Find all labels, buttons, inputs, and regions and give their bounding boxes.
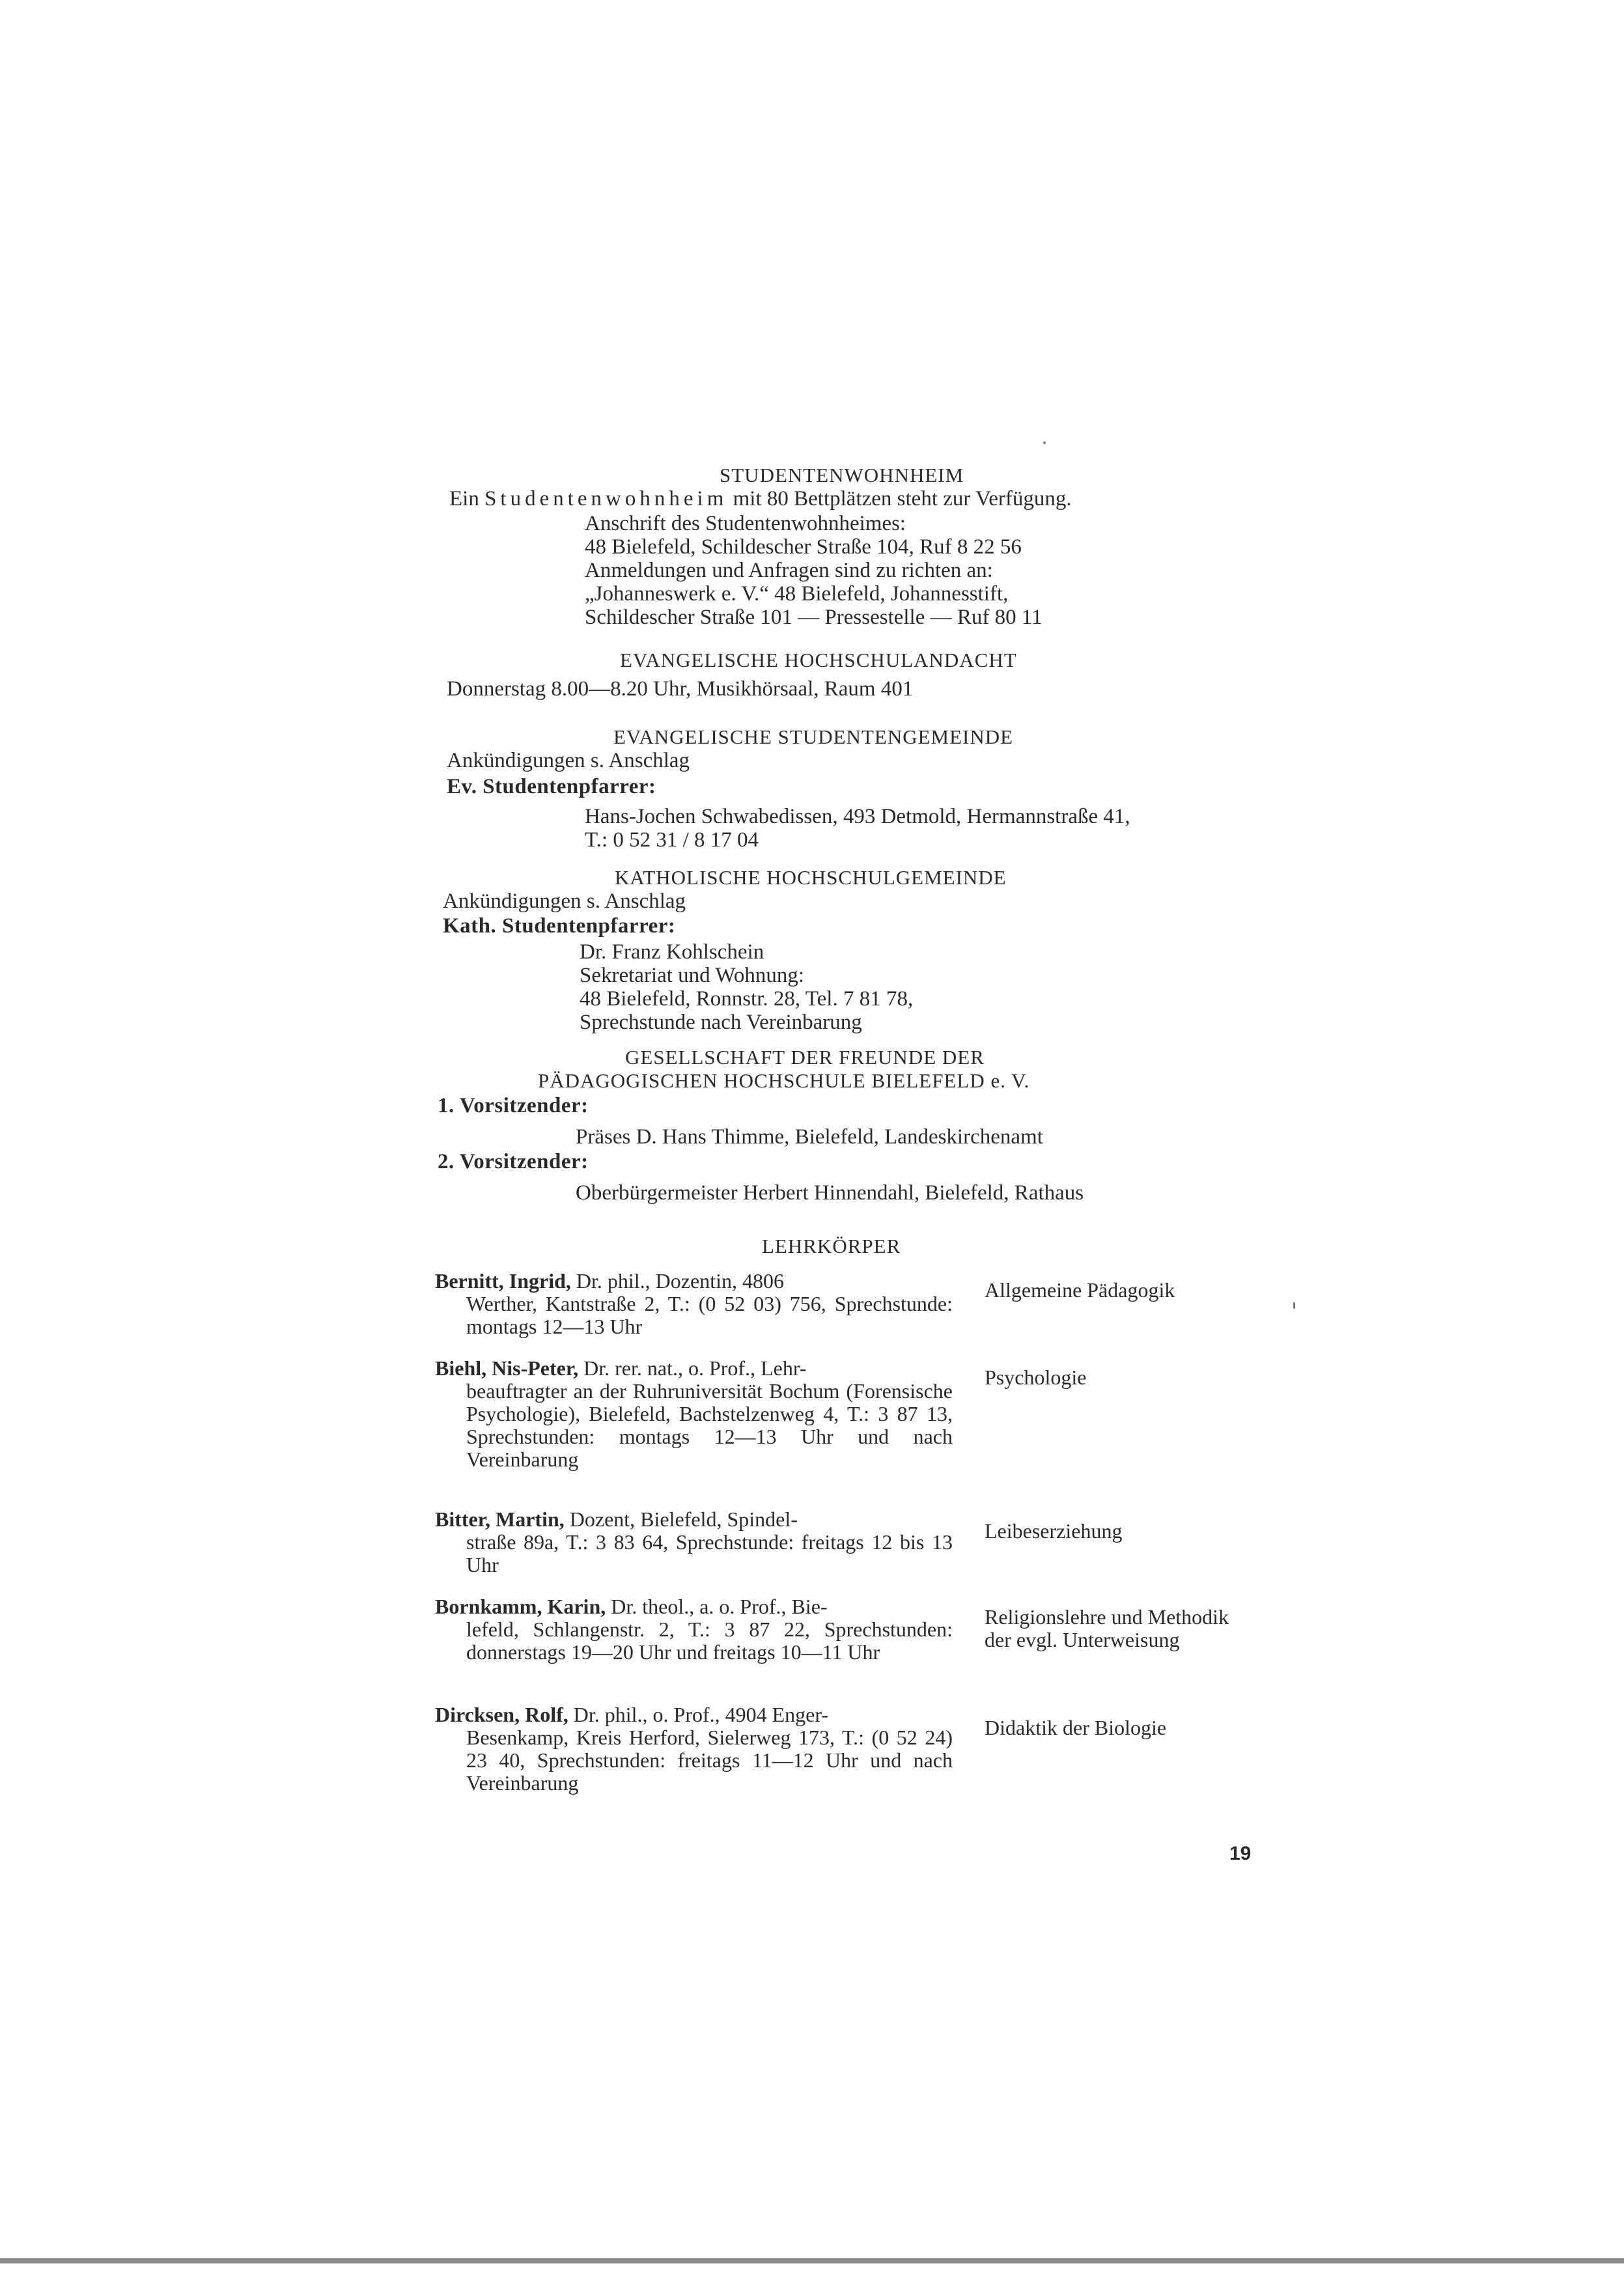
- scan-speck: [1293, 1302, 1295, 1309]
- wohnheim-intro: [449, 487, 1072, 511]
- section-heading-gesellschaft-1: GESELLSCHAFT DER FREUNDE DER: [625, 1046, 985, 1069]
- scan-speck: [1043, 441, 1046, 444]
- faculty-details: lefeld, Schlangenstr. 2, T.: 3 87 22, Sprechstunden: donnerstags 19—20 Uhr und freitags 10—11 Uhr: [466, 1618, 953, 1664]
- faculty-name: Dircksen, Rolf,: [435, 1703, 568, 1726]
- kath-pfarrer-line: Sprechstunde nach Vereinbarung: [580, 1011, 862, 1034]
- faculty-first-line: Dozent, Bielefeld, Spindel-: [564, 1507, 798, 1531]
- ev-gemeinde-line: Ankündigungen s. Anschlag: [447, 749, 690, 772]
- faculty-first-line: Dr. rer. nat., o. Prof., Lehr-: [578, 1356, 807, 1380]
- faculty-details: straße 89a, T.: 3 83 64, Sprechstunde: freitags 12 bis 13 Uhr: [466, 1530, 953, 1576]
- wohnheim-line: „Johanneswerk e. V.“ 48 Bielefeld, Johannesstift,: [585, 582, 1009, 606]
- faculty-details: Werther, Kantstraße 2, T.: (0 52 03) 756, Sprechstunde: montags 12—13 Uhr: [466, 1292, 953, 1338]
- kath-pfarrer-line: 48 Bielefeld, Ronnstr. 28, Tel. 7 81 78,: [580, 987, 914, 1011]
- faculty-entry: [435, 1357, 953, 1471]
- wohnheim-intro-spaced: Studentenwohnheim: [484, 487, 728, 511]
- wohnheim-line: Anmeldungen und Anfragen sind zu richten an:: [585, 559, 993, 582]
- kath-pfarrer-label: Kath. Studentenpfarrer:: [443, 914, 676, 938]
- faculty-name: Bitter, Martin,: [435, 1507, 565, 1531]
- faculty-entry: [435, 1595, 953, 1664]
- ev-pfarrer-line: T.: 0 52 31 / 8 17 04: [585, 828, 759, 852]
- section-heading-kath-hochschulgemeinde: KATHOLISCHE HOCHSCHULGEMEINDE: [615, 866, 1007, 889]
- wohnheim-intro-prefix: Ein: [449, 487, 485, 511]
- scan-edge-line: [0, 2258, 1624, 2263]
- faculty-first-line: Dr. phil., o. Prof., 4904 Enger-: [568, 1703, 829, 1726]
- faculty-subject: Religionslehre und Methodik der evgl. Unterweisung: [985, 1605, 1229, 1651]
- kath-pfarrer-line: Dr. Franz Kohlschein: [580, 940, 764, 964]
- kath-gemeinde-line: Ankündigungen s. Anschlag: [443, 889, 686, 913]
- faculty-details: Besenkamp, Kreis Herford, Sielerweg 173, T.: (0 52 24) 23 40, Sprechstunden: freitags 11—12 Uhr und nach Vereinbarung: [466, 1726, 953, 1795]
- ev-pfarrer-line: Hans-Jochen Schwabedissen, 493 Detmold, Hermannstraße 41,: [585, 805, 1130, 828]
- ev-pfarrer-label: Ev. Studentenpfarrer:: [447, 775, 656, 798]
- faculty-first-line: Dr. theol., a. o. Prof., Bie-: [606, 1595, 828, 1618]
- faculty-subject: Didaktik der Biologie: [985, 1716, 1167, 1739]
- faculty-entry: [435, 1270, 953, 1338]
- faculty-entry: [435, 1508, 953, 1576]
- faculty-subject: Psychologie: [985, 1366, 1087, 1389]
- section-heading-gesellschaft-2: PÄDAGOGISCHEN HOCHSCHULE BIELEFELD e. V.: [538, 1069, 1030, 1092]
- vorsitzender-1-text: Präses D. Hans Thimme, Bielefeld, Landeskirchenamt: [576, 1125, 1043, 1149]
- faculty-first-line: Dr. phil., Dozentin, 4806: [570, 1269, 784, 1293]
- faculty-name: Bornkamm, Karin,: [435, 1595, 606, 1618]
- vorsitzender-1-label: 1. Vorsitzender:: [438, 1094, 589, 1117]
- vorsitzender-2-label: 2. Vorsitzender:: [438, 1150, 589, 1173]
- faculty-subject: Leibeserziehung: [985, 1519, 1123, 1543]
- andacht-line: Donnerstag 8.00—8.20 Uhr, Musikhörsaal, Raum 401: [447, 677, 914, 701]
- section-heading-hochschulandacht: EVANGELISCHE HOCHSCHULANDACHT: [620, 649, 1017, 671]
- faculty-details: beauftragter an der Ruhruniversität Bochum (Forensische Psychologie), Bielefeld, Bachstelzenweg 4, T.: 3 87 13, Sprechstunden: montags 12—13 Uhr und nach Vereinbarung: [466, 1379, 953, 1471]
- page-number: 19: [1229, 1843, 1252, 1864]
- faculty-entry: [435, 1703, 953, 1795]
- faculty-name: Biehl, Nis-Peter,: [435, 1356, 579, 1380]
- section-heading-studentenwohnheim: STUDENTENWOHNHEIM: [720, 464, 964, 486]
- wohnheim-intro-rest: mit 80 Bettplätzen steht zur Verfügung.: [727, 487, 1072, 511]
- vorsitzender-2-text: Oberbürgermeister Herbert Hinnendahl, Bielefeld, Rathaus: [576, 1181, 1084, 1205]
- wohnheim-line: Anschrift des Studentenwohnheimes:: [585, 512, 906, 535]
- wohnheim-line: Schildescher Straße 101 — Pressestelle — Ruf 80 11: [585, 606, 1043, 629]
- faculty-subject: Allgemeine Pädagogik: [985, 1278, 1175, 1302]
- section-heading-ev-studentengemeinde: EVANGELISCHE STUDENTENGEMEINDE: [613, 725, 1014, 748]
- section-heading-lehrkoerper: LEHRKÖRPER: [762, 1235, 901, 1257]
- kath-pfarrer-line: Sekretariat und Wohnung:: [580, 964, 805, 987]
- wohnheim-line: 48 Bielefeld, Schildescher Straße 104, Ruf 8 22 56: [585, 535, 1022, 559]
- faculty-name: Bernitt, Ingrid,: [435, 1269, 571, 1293]
